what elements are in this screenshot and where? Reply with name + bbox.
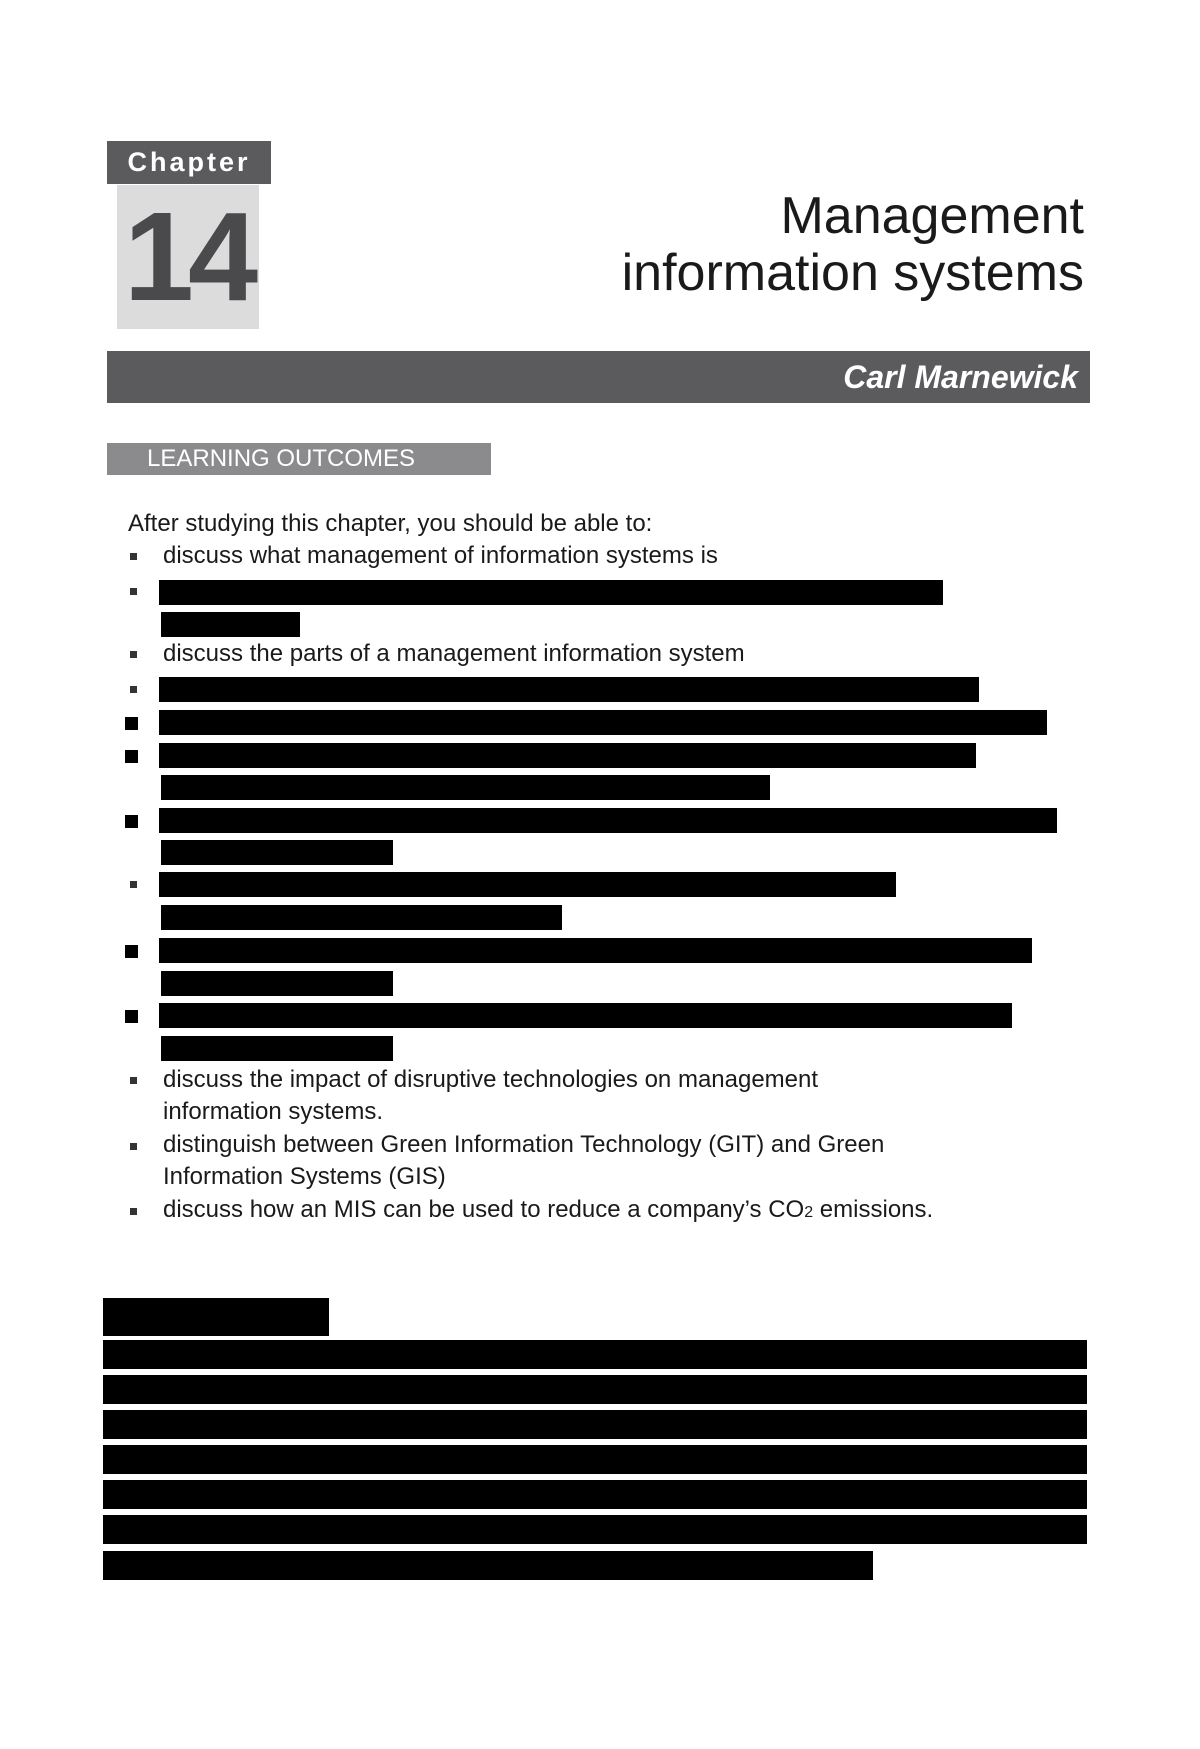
bullet-icon — [125, 750, 138, 763]
bullet-icon — [130, 588, 137, 595]
redaction-bar — [161, 775, 770, 800]
outcome-item: distinguish between Green Information Technology (GIT) and Green — [163, 1131, 885, 1158]
redaction-bar — [159, 677, 979, 702]
outcome-item-text-end: emissions. — [813, 1196, 934, 1223]
bullet-icon — [130, 651, 137, 658]
outcome-item: discuss the parts of a management information system — [163, 640, 745, 667]
redaction-bar — [159, 872, 896, 897]
bullet-icon — [130, 1143, 137, 1150]
redaction-bar — [159, 808, 1057, 833]
redaction-bar — [103, 1298, 329, 1336]
redaction-bar — [159, 938, 1032, 963]
bullet-icon — [130, 881, 137, 888]
redaction-bar — [103, 1445, 1087, 1474]
bullet-icon — [130, 1077, 137, 1084]
chapter-number: 14 — [123, 186, 253, 327]
author-name: Carl Marnewick — [843, 359, 1078, 395]
bullet-icon — [125, 815, 138, 828]
bullet-icon — [125, 1010, 138, 1023]
chapter-label: Chapter — [107, 141, 271, 184]
bullet-icon — [125, 717, 138, 730]
outcome-item — [163, 1194, 933, 1229]
redaction-bar — [159, 580, 943, 605]
chapter-title-line-1: Management — [780, 187, 1084, 245]
redaction-bar — [161, 1036, 393, 1061]
redaction-bar — [103, 1340, 1087, 1369]
learning-outcomes-intro: After studying this chapter, you should be able to: — [128, 510, 653, 537]
learning-outcomes-heading-text: LEARNING OUTCOMES — [147, 445, 416, 472]
redaction-bar — [161, 612, 300, 637]
redaction-bar — [103, 1410, 1087, 1439]
redaction-bar — [161, 905, 562, 930]
chapter-title-line-2: information systems — [621, 244, 1084, 302]
outcome-item-continuation: information systems. — [163, 1098, 384, 1125]
redaction-bar — [103, 1551, 873, 1580]
redaction-bar — [103, 1375, 1087, 1404]
redaction-bar — [159, 743, 976, 768]
outcome-item-continuation: Information Systems (GIS) — [163, 1163, 446, 1190]
chapter-title — [622, 188, 1084, 302]
redaction-bar — [161, 840, 393, 865]
redaction-bar — [103, 1480, 1087, 1509]
bullet-icon — [125, 945, 138, 958]
redaction-bar — [103, 1515, 1087, 1544]
bullet-icon — [130, 553, 137, 560]
co2-subscript: 2 — [804, 1204, 814, 1221]
bullet-icon — [130, 686, 137, 693]
learning-outcomes-heading — [107, 443, 491, 475]
outcome-item: discuss what management of information systems is — [163, 542, 718, 569]
outcome-item-text: discuss how an MIS can be used to reduce a company’s CO — [163, 1196, 805, 1223]
redaction-bar — [159, 710, 1047, 735]
outcome-item: discuss the impact of disruptive technologies on management — [163, 1066, 819, 1093]
bullet-icon — [130, 1208, 137, 1215]
redaction-bar — [159, 1003, 1012, 1028]
redaction-bar — [161, 971, 393, 996]
